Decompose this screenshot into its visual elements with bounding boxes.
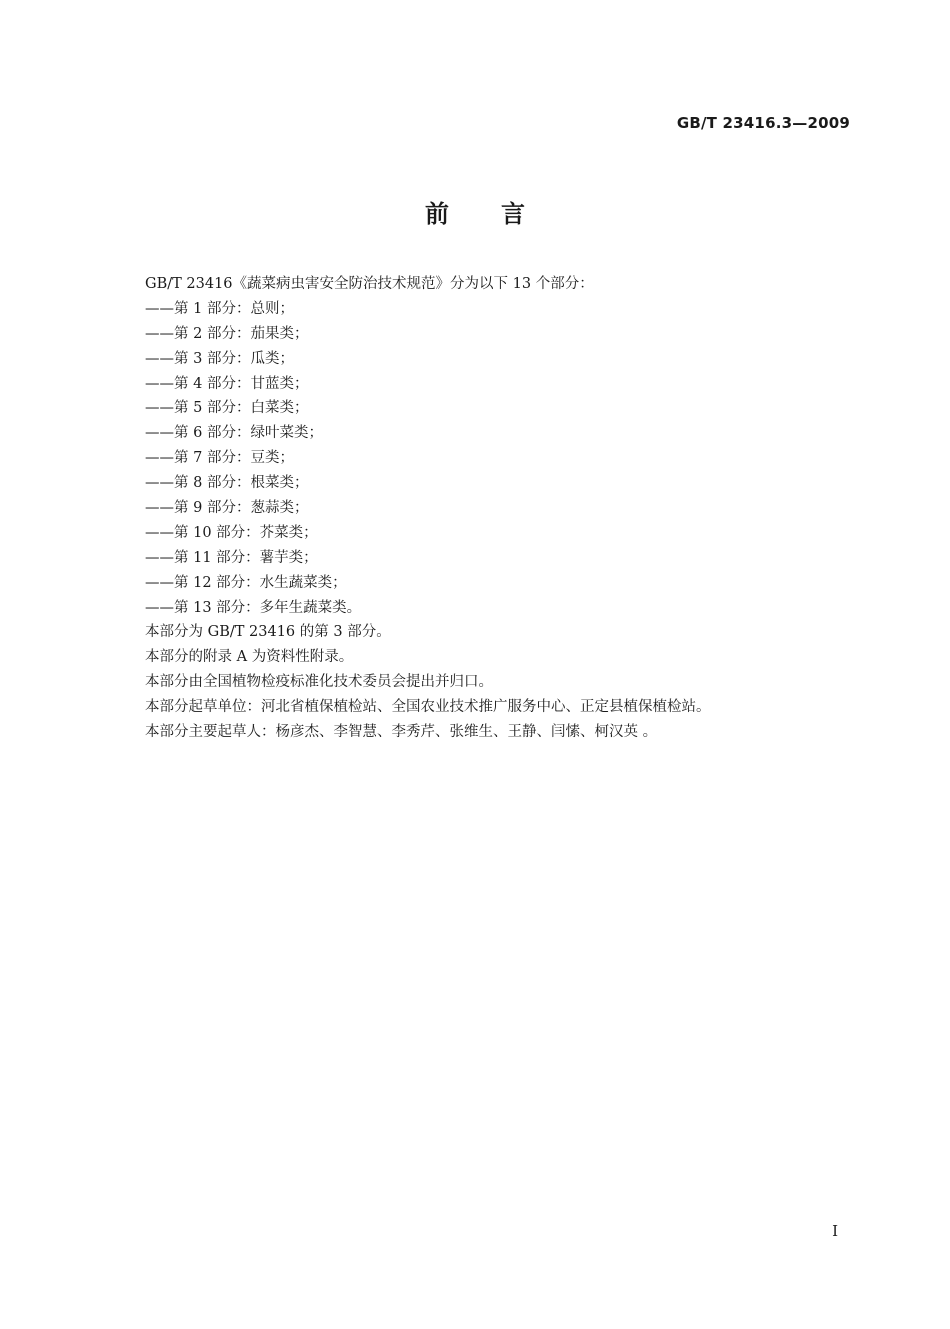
document-body	[145, 272, 865, 745]
list-item: ——第 10 部分：芥菜类；	[145, 524, 318, 541]
list-item: ——第 5 部分：白菜类；	[145, 400, 309, 417]
list-item: ——第 6 部分：绿叶菜类；	[145, 425, 323, 442]
list-item: ——第 7 部分：豆类；	[145, 450, 294, 467]
page-title: 前言	[425, 200, 577, 228]
list-item: ——第 11 部分：薯芋类；	[145, 549, 318, 566]
part-statement: 本部分为 GB/T 23416 的第 3 部分。	[145, 624, 391, 641]
page-number: I	[832, 1222, 838, 1240]
list-item: ——第 2 部分：茄果类；	[145, 325, 309, 342]
list-item: ——第 8 部分：根菜类；	[145, 475, 309, 492]
drafting-units: 本部分起草单位：河北省植保植检站、全国农业技术推广服务中心、正定县植保植检站。	[145, 699, 711, 716]
drafters: 本部分主要起草人：杨彦杰、李智慧、李秀芹、张维生、王静、闫愫、柯汉英 。	[145, 724, 658, 741]
list-item: ——第 3 部分：瓜类；	[145, 350, 294, 367]
committee-statement: 本部分由全国植物检疫标准化技术委员会提出并归口。	[145, 674, 493, 691]
list-item: ——第 1 部分：总则；	[145, 300, 294, 317]
intro-paragraph: GB/T 23416《蔬菜病虫害安全防治技术规范》分为以下 13 个部分：	[145, 276, 594, 292]
list-item: ——第 12 部分：水生蔬菜类；	[145, 574, 347, 591]
list-item: ——第 13 部分：多年生蔬菜类。	[145, 599, 362, 616]
standard-code: GB/T 23416.3—2009	[676, 114, 850, 132]
list-item: ——第 9 部分：葱蒜类；	[145, 500, 309, 517]
appendix-statement: 本部分的附录 A 为资料性附录。	[145, 649, 354, 666]
list-item: ——第 4 部分：甘蓝类；	[145, 375, 309, 392]
